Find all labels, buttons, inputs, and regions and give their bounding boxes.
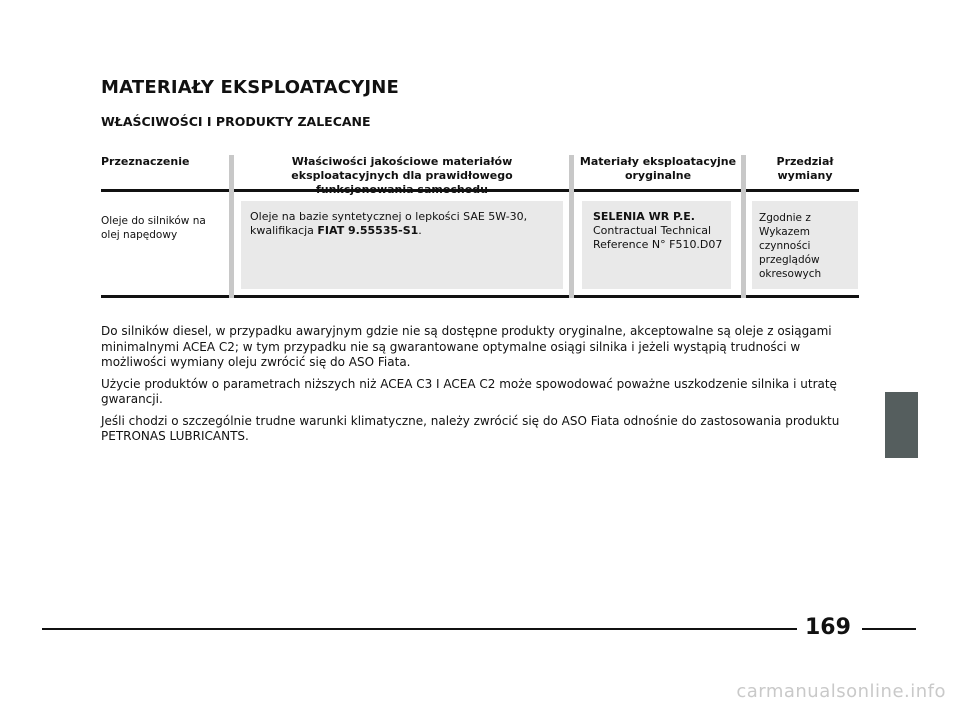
header-interval: Przedział wymiany — [776, 155, 834, 182]
body-text — [101, 324, 861, 451]
product-name: SELENIA WR P.E. — [593, 210, 695, 223]
section-tab — [885, 392, 918, 458]
header-purpose: Przeznaczenie — [101, 155, 190, 168]
paragraph: Do silników diesel, w przypadku awaryjnym gdzie nie są dostępne produkty oryginalne, akceptowalne są oleje z osiągami minimalnymi ACEA C2; w tym przypadku nie są gwarantowane optymalne osiągi silnika i jeżeli wystąpią trudności w możliwości wymiany oleju zwrócić się do ASO Fiata. — [101, 324, 832, 369]
cell-purpose: Oleje do silników na olej napędowy — [101, 215, 206, 241]
header-original-materials: Materiały eksploatacyjne oryginalne — [579, 155, 737, 182]
footer-rule — [42, 628, 797, 630]
fiat-spec: FIAT 9.55535-S1 — [317, 224, 419, 237]
page-title: MATERIAŁY EKSPLOATACYJNE — [101, 77, 400, 98]
watermark: carmanualsonline.info — [736, 681, 946, 702]
paragraph: Jeśli chodzi o szczególnie trudne warunki klimatyczne, należy zwrócić się do ASO Fiata odnośnie do zastosowania produktu PETRONAS LUBRICANTS. — [101, 413, 840, 443]
paragraph: Użycie produktów o parametrach niższych niż ACEA C3 I ACEA C2 może spowodować poważne uszkodzenie silnika i utratę gwarancji. — [101, 376, 837, 406]
cell-properties — [250, 210, 560, 238]
section-subtitle: WŁAŚCIWOŚCI I PRODUKTY ZALECANE — [101, 114, 371, 129]
properties-end: . — [418, 224, 422, 237]
properties-text: Oleje na bazie syntetycznej o lepkości SAE 5W-30, kwalifikacja — [250, 210, 528, 237]
header-properties: Właściwości jakościowe materiałów eksploatacyjnych dla prawidłowego — [291, 155, 513, 182]
page-number: 169 — [805, 615, 851, 640]
cell-interval: Zgodnie z Wykazem czynności przeglądów okresowych — [759, 212, 822, 280]
product-reference: Reference N° F510.D07 — [593, 238, 723, 251]
column-separator — [229, 155, 234, 298]
footer-rule — [862, 628, 916, 630]
cell-original-product — [593, 210, 733, 252]
column-separator — [741, 155, 746, 298]
column-separator — [569, 155, 574, 298]
product-line: Contractual Technical — [593, 224, 712, 237]
